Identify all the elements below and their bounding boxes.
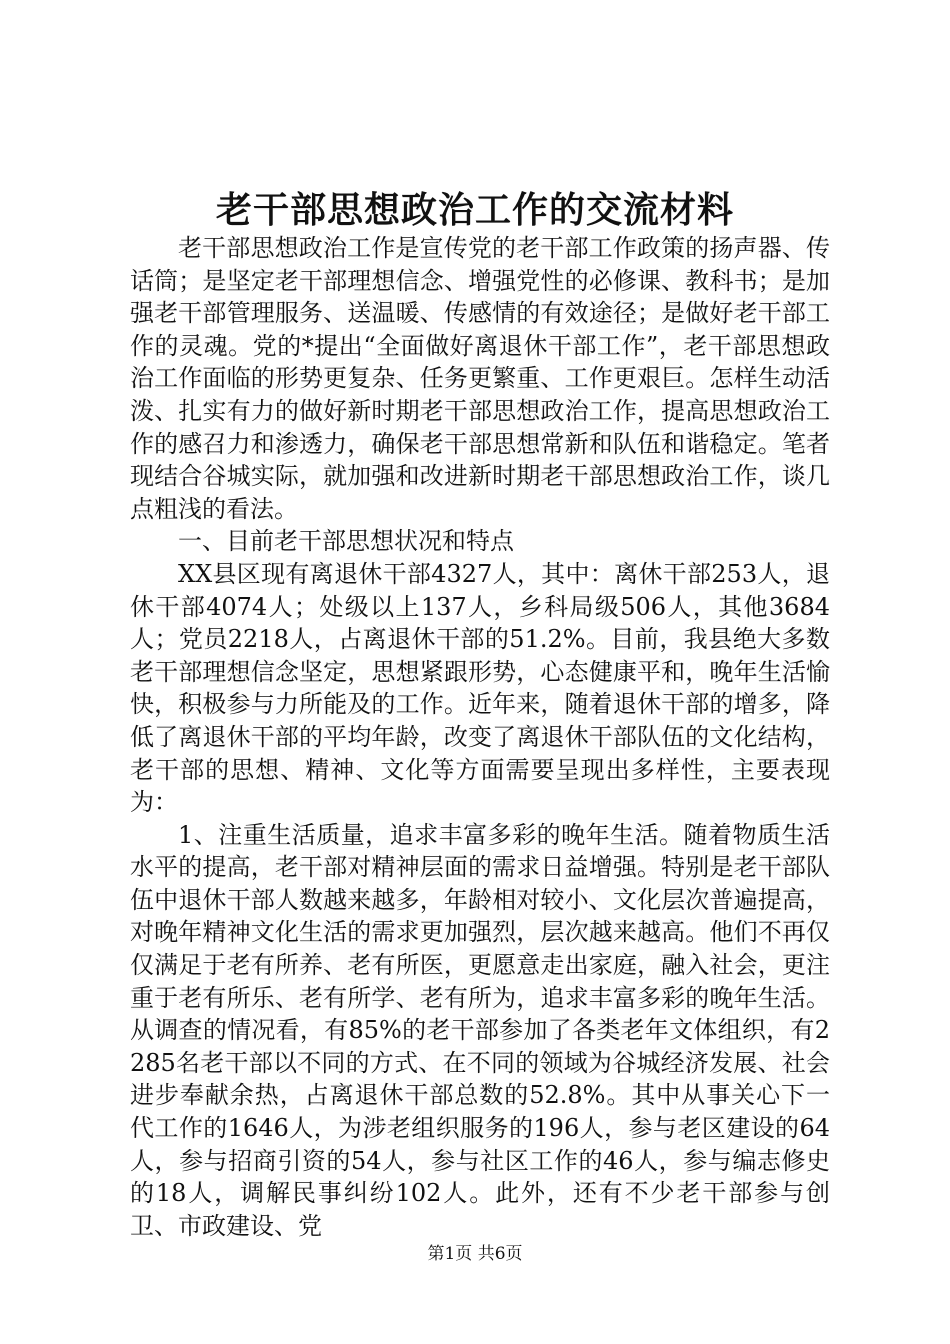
page-footer: 第1页 共6页 bbox=[427, 1244, 523, 1264]
section-heading: 一、目前老干部思想状况和特点 bbox=[178, 527, 514, 556]
statistics-paragraph: XX县区现有离退休干部4327人，其中：离休干部253人，退休干部4074人；处级以上137人，乡科局级506人，其他3684人；党员2218人，占离退休干部的51.2%。目前，我县绝大多数老干部理想信念坚定，思想紧跟形势，心态健康平和，晚年生活愉快，积极参与力所能及的工作。近年来，随着退休干部的增多，降低了离退休干部的平均年龄，改变了离退休干部队伍的文化结构，老干部的思想、精神、文化等方面需要呈现出多样性，主要表现为： bbox=[130, 559, 830, 817]
document-title: 老干部思想政治工作的交流材料 bbox=[215, 189, 734, 231]
point-one-paragraph: 1、注重生活质量，追求丰富多彩的晚年生活。随着物质生活水平的提高，老干部对精神层面的需求日益增强。特别是老干部队伍中退休干部人数越来越多，年龄相对较小、文化层次普遍提高，对晚年精神文化生活的需求更加强烈，层次越来越高。他们不再仅仅满足于老有所养、老有所医，更愿意走出家庭，融入社会，更注重于老有所乐、老有所学、老有所为，追求丰富多彩的晚年生活。从调查的情况看，有85%的老干部参加了各类老年文体组织，有2285名老干部以不同的方式、在不同的领域为谷城经济发展、社会进步奉献余热，占离退休干部总数的52.8%。其中从事关心下一代工作的1646人，为涉老组织服务的196人，参与老区建设的64人，参与招商引资的54人，参与社区工作的46人，参与编志修史的18人，调解民事纠纷102人。此外，还有不少老干部参与创卫、市政建设、党 bbox=[130, 820, 830, 1240]
intro-paragraph: 老干部思想政治工作是宣传党的老干部工作政策的扬声器、传话筒；是坚定老干部理想信念、增强党性的必修课、教科书；是加强老干部管理服务、送温暖、传感情的有效途径；是做好老干部工作的灵魂。党的*提出“全面做好离退休干部工作”，老干部思想政治工作面临的形势更复杂、任务更繁重、工作更艰巨。怎样生动活泼、扎实有力的做好新时期老干部思想政治工作，提高思想政治工作的感召力和渗透力，确保老干部思想常新和队伍和谐稳定。笔者现结合谷城实际，就加强和改进新时期老干部思想政治工作，谈几点粗浅的看法。 bbox=[130, 234, 830, 523]
document-body bbox=[130, 232, 830, 1242]
